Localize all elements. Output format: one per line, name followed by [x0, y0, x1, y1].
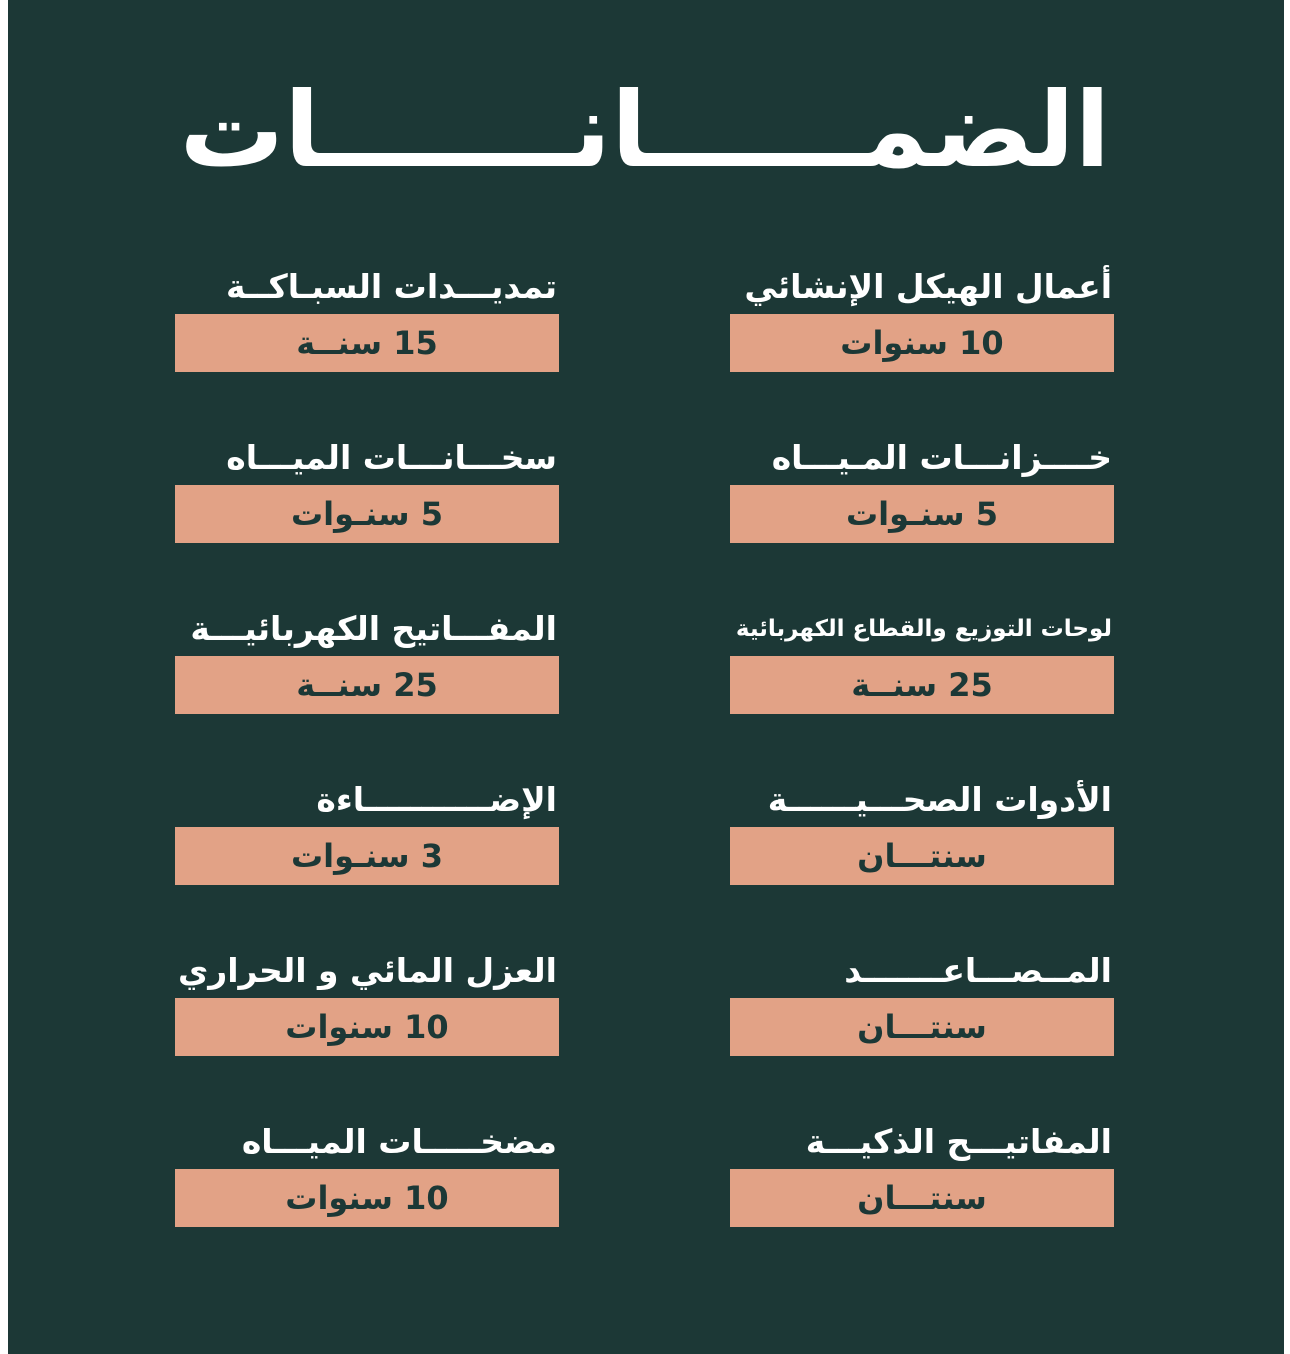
- warranty-duration-badge: سنتـــان: [730, 1169, 1114, 1227]
- warranty-item-lighting: [175, 775, 559, 885]
- warranty-label: خــــزانـــات المـيـــاه: [771, 438, 1112, 477]
- warranty-item-elevators: [730, 946, 1114, 1056]
- warranty-label: المفـــاتيح الكهربائيـــة: [190, 609, 557, 648]
- warranty-label: سخـــانـــات الميـــاه: [226, 438, 557, 477]
- warranty-item-plumbing: [175, 262, 559, 372]
- warranty-duration-badge: 3 سنـوات: [175, 827, 559, 885]
- warranty-item-structural-works: [730, 262, 1114, 372]
- warranty-duration-badge: 15 سنــة: [175, 314, 559, 372]
- page-border-right: [1284, 0, 1290, 1354]
- warranty-duration-badge: سنتـــان: [730, 998, 1114, 1056]
- warranty-label: الإضـــــــــــاءة: [316, 780, 557, 819]
- warranty-item-electrical-switches: [175, 604, 559, 714]
- warranty-item-water-tanks: [730, 433, 1114, 543]
- warranty-item-smart-switches: [730, 1117, 1114, 1227]
- warranty-item-distribution-panels: [730, 604, 1114, 714]
- page-title: الضمــــــانـــــــات: [179, 69, 1111, 191]
- warranty-label: تمديـــدات السبـاكــة: [225, 267, 557, 306]
- warranty-label: أعمال الهيكل الإنشائي: [744, 267, 1112, 306]
- page-border-left: [0, 0, 8, 1354]
- warranty-duration-badge: 5 سنـوات: [730, 485, 1114, 543]
- warranty-duration-badge: 10 سنوات: [730, 314, 1114, 372]
- warranty-label: المفاتيـــح الذكيـــة: [805, 1122, 1112, 1161]
- warranty-duration-badge: 10 سنوات: [175, 998, 559, 1056]
- warranty-label: الأدوات الصحـــيــــــة: [767, 780, 1112, 819]
- warranty-item-insulation: [175, 946, 559, 1056]
- warranty-duration-badge: 25 سنــة: [730, 656, 1114, 714]
- warranty-duration-badge: 10 سنوات: [175, 1169, 559, 1227]
- warranty-label: لوحات التوزيع والقطاع الكهربائية: [735, 616, 1112, 642]
- warranty-item-sanitary-ware: [730, 775, 1114, 885]
- warranty-duration-badge: 25 سنــة: [175, 656, 559, 714]
- warranty-duration-badge: 5 سنـوات: [175, 485, 559, 543]
- warranty-item-water-pumps: [175, 1117, 559, 1227]
- warranty-label: العزل المائي و الحراري: [177, 951, 557, 990]
- warranty-duration-badge: سنتـــان: [730, 827, 1114, 885]
- warranty-label: المــصـــاعـــــــد: [844, 951, 1112, 990]
- warranty-item-water-heaters: [175, 433, 559, 543]
- warranty-label: مضخـــــات الميـــاه: [241, 1122, 557, 1161]
